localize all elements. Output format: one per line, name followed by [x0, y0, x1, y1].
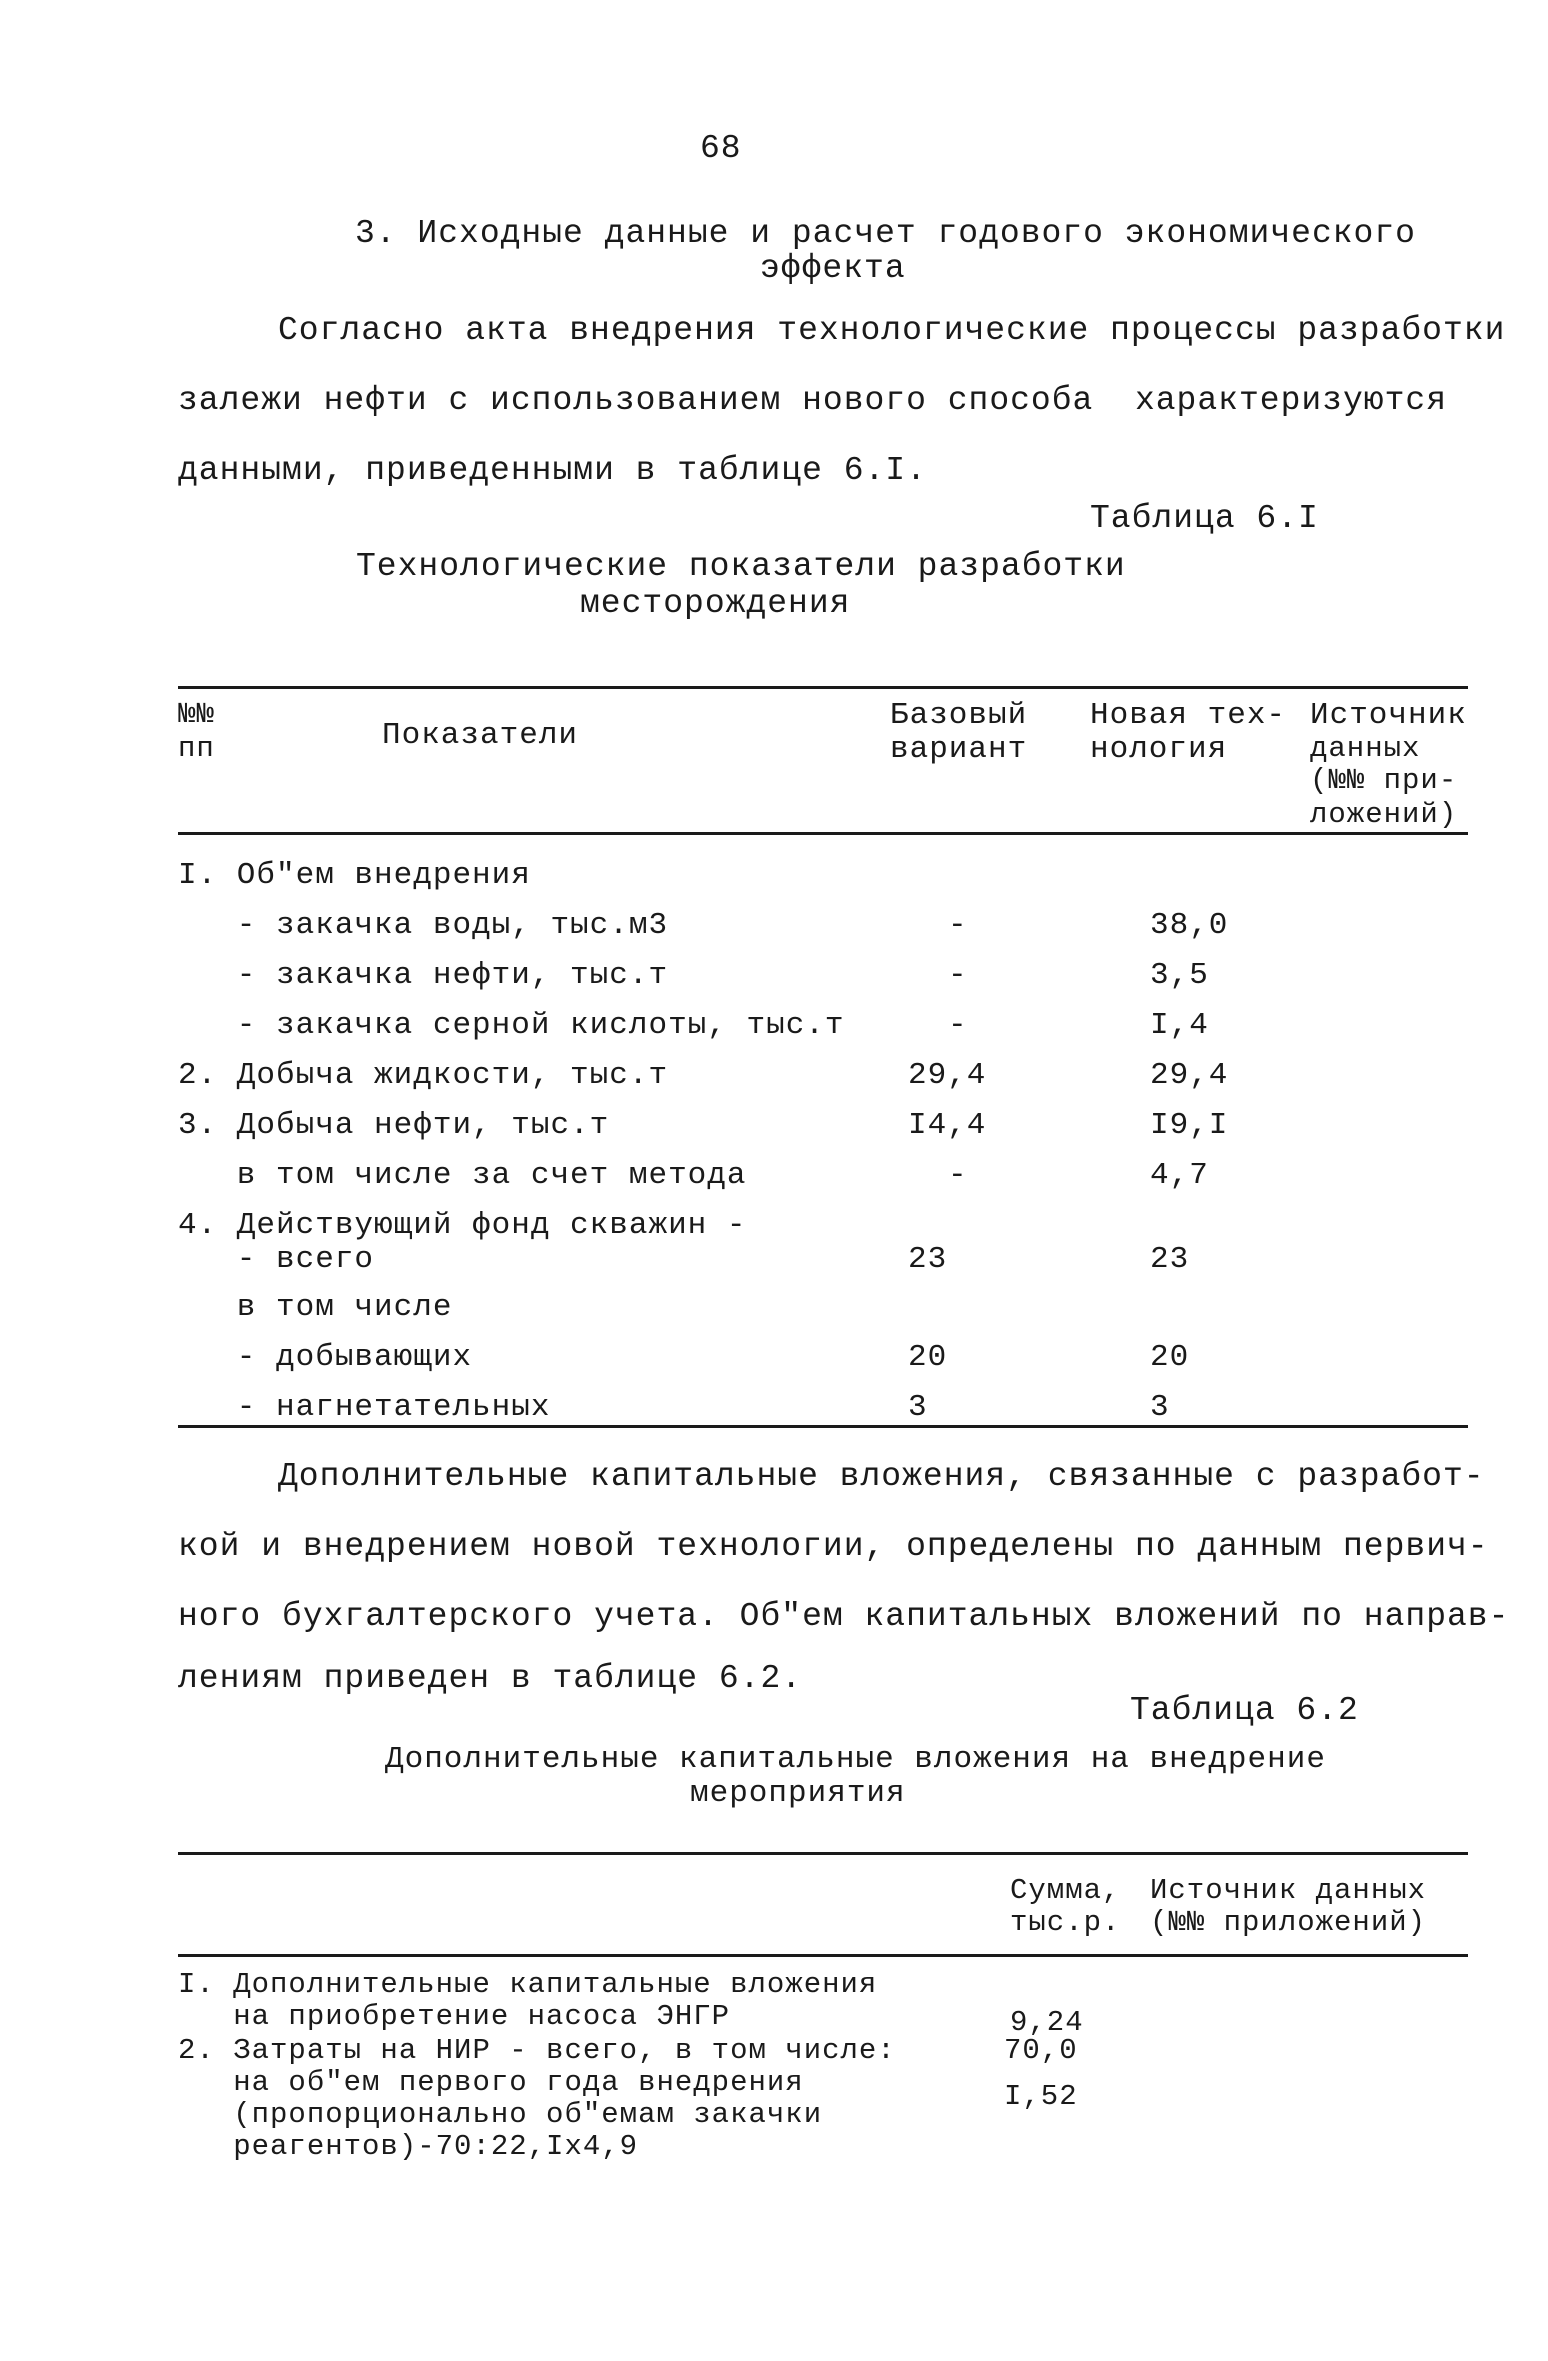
table1-header-source-3: (№№ при- — [1310, 764, 1458, 797]
table1-row-base: 29,4 — [908, 1058, 987, 1093]
table1-bottom-rule — [178, 1425, 1468, 1428]
table2-top-rule — [178, 1852, 1468, 1855]
table2-header-rule — [178, 1954, 1468, 1957]
table2-title-line1: Дополнительные капитальные вложения на внедрение — [385, 1742, 1326, 1777]
table1-header-new-1: Новая тех- — [1090, 698, 1287, 733]
table1-row-new: 38,0 — [1150, 908, 1229, 943]
table1-row-base: 20 — [908, 1340, 948, 1375]
table1-header-indicator: Показатели — [382, 718, 579, 753]
table2-row-text: 2. Затраты на НИР - всего, в том числе: — [178, 2034, 896, 2067]
middle-line4: лениям приведен в таблице 6.2. — [178, 1660, 803, 1697]
table2-row-text: (пропорционально об"емам закачки — [178, 2098, 823, 2131]
table1-row-base: - — [948, 958, 968, 993]
table1-row-name: 3. Добыча нефти, тыс.т — [178, 1108, 610, 1143]
table1-row-new: I9,I — [1150, 1108, 1229, 1143]
middle-line1: Дополнительные капитальные вложения, связанные с разработ- — [278, 1458, 1485, 1495]
table1-row-new: 29,4 — [1150, 1058, 1229, 1093]
table1-header-base-2: вариант — [890, 732, 1028, 767]
table2-title-line2: мероприятия — [690, 1776, 906, 1811]
table1-row-base: - — [948, 1158, 968, 1193]
table1-header-source-2: данных — [1310, 732, 1421, 765]
table2-row-value: 9,24 — [1010, 2006, 1084, 2039]
table2-row-text: на об"ем первого года внедрения — [178, 2066, 804, 2099]
table1-row-base: 23 — [908, 1242, 948, 1277]
table1-header-num-1: №№ — [178, 698, 215, 731]
table1-label: Таблица 6.I — [1090, 500, 1319, 537]
table1-row-new: I,4 — [1150, 1008, 1209, 1043]
table1-top-rule — [178, 686, 1468, 689]
table1-title-line2: месторождения — [580, 585, 851, 622]
table2-header-sum-1: Сумма, — [1010, 1874, 1121, 1907]
table2-row-text: реагентов)-70:22,Iх4,9 — [178, 2130, 639, 2163]
table1-header-num-2: пп — [178, 732, 215, 765]
table1-row-base: I4,4 — [908, 1108, 987, 1143]
table1-row-name: - закачка воды, тыс.м3 — [178, 908, 669, 943]
table2-row-value: I,52 — [1004, 2080, 1078, 2113]
table1-row-name: - всего — [178, 1242, 375, 1277]
table1-row-name: - закачка нефти, тыс.т — [178, 958, 669, 993]
table1-row-base: 3 — [908, 1390, 928, 1425]
table1-header-source-1: Источник — [1310, 698, 1467, 733]
intro-line1: Согласно акта внедрения технологические процессы разработки — [278, 312, 1506, 349]
table2-row-text: I. Дополнительные капитальные вложения — [178, 1968, 878, 2001]
table1-row-new: 3 — [1150, 1390, 1170, 1425]
table1-row-new: 23 — [1150, 1242, 1190, 1277]
table1-row-name: I. Об"ем внедрения — [178, 858, 531, 893]
table2-header-source-1: Источник данных — [1150, 1874, 1427, 1907]
section-title-line2: эффекта — [760, 250, 906, 287]
table1-row-new: 4,7 — [1150, 1158, 1209, 1193]
intro-line3: данными, приведенными в таблице 6.I. — [178, 452, 927, 489]
table1-row-base: - — [948, 1008, 968, 1043]
table1-header-source-4: ложений) — [1310, 798, 1458, 831]
table2-label: Таблица 6.2 — [1130, 1692, 1359, 1729]
intro-line2: залежи нефти с использованием нового способа характеризуются — [178, 382, 1447, 419]
table2-header-source-2: (№№ приложений) — [1150, 1906, 1427, 1939]
table2-row-text: на приобретение насоса ЭНГР — [178, 2000, 731, 2033]
table1-row-name: 2. Добыча жидкости, тыс.т — [178, 1058, 669, 1093]
table1-row-name: - закачка серной кислоты, тыс.т — [178, 1008, 845, 1043]
table1-title-line1: Технологические показатели разработки — [356, 548, 1126, 585]
table1-row-name: - добывающих — [178, 1340, 473, 1375]
table2-row-value: 70,0 — [1004, 2034, 1078, 2067]
page-number: 68 — [700, 130, 742, 167]
table1-header-new-2: нология — [1090, 732, 1228, 767]
table1-row-new: 3,5 — [1150, 958, 1209, 993]
table1-row-name: - нагнетательных — [178, 1390, 551, 1425]
table1-row-name: в том числе — [178, 1290, 453, 1325]
table1-row-name: 4. Действующий фонд скважин - — [178, 1208, 747, 1243]
table1-header-base-1: Базовый — [890, 698, 1028, 733]
section-title-line1: 3. Исходные данные и расчет годового экономического — [355, 215, 1416, 252]
middle-line2: кой и внедрением новой технологии, определены по данным первич- — [178, 1528, 1489, 1565]
middle-line3: ного бухгалтерского учета. Об"ем капитальных вложений по направ- — [178, 1598, 1510, 1635]
table2-header-sum-2: тыс.р. — [1010, 1906, 1121, 1939]
table1-header-rule — [178, 832, 1468, 835]
table1-row-name: в том числе за счет метода — [178, 1158, 747, 1193]
table1-row-base: - — [948, 908, 968, 943]
table1-row-new: 20 — [1150, 1340, 1190, 1375]
